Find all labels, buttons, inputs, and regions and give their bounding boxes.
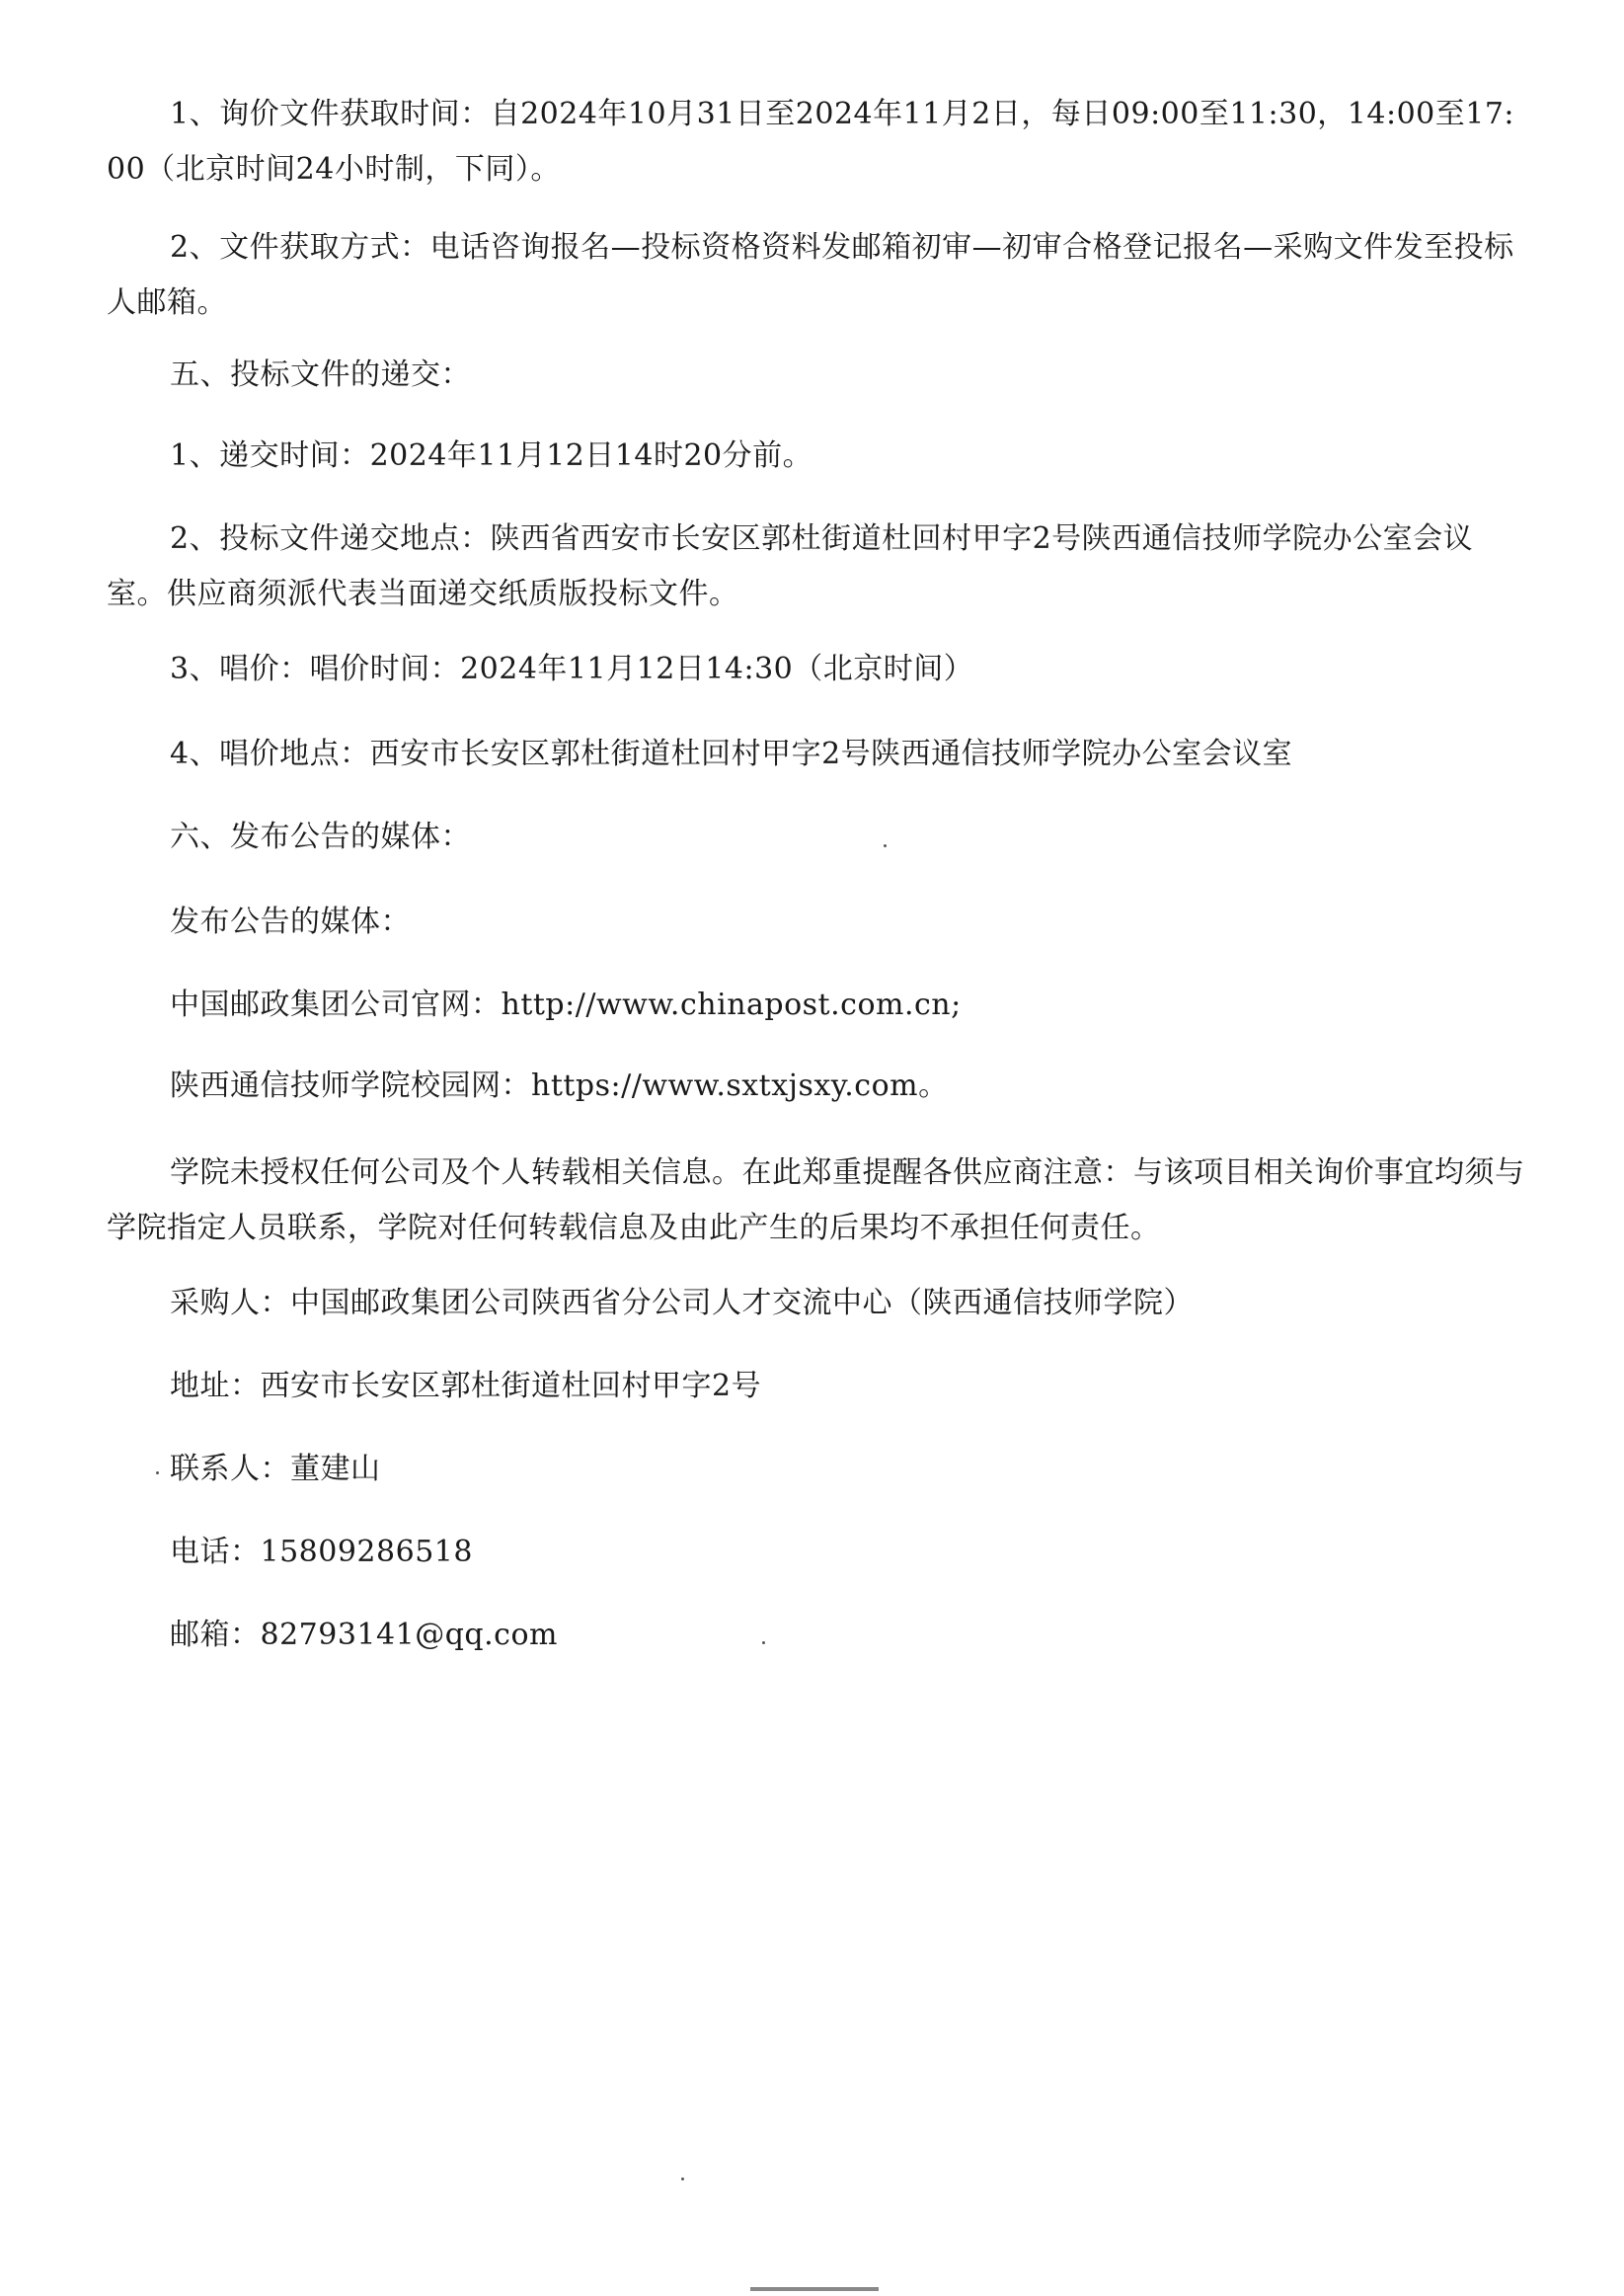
scan-speck <box>156 1471 159 1474</box>
paragraph-bid-opening-time: 3、唱价：唱价时间：2024年11月12日14:30（北京时间） <box>170 652 974 686</box>
paragraph-address: 地址：西安市长安区郭杜街道杜回村甲字2号 <box>170 1369 762 1403</box>
scan-speck <box>762 1641 765 1644</box>
section-heading-media: 六、发布公告的媒体： <box>170 820 471 854</box>
scan-speck <box>884 844 887 847</box>
paragraph-acquisition-method: 2、文件获取方式：电话咨询报名—投标资格资料发邮箱初审—初审合格登记报名—采购文件发至投标人邮箱。 <box>107 230 1514 320</box>
paragraph-chinapost-site: 中国邮政集团公司官网：http://www.chinapost.com.cn; <box>170 988 962 1022</box>
section-heading-submission: 五、投标文件的递交： <box>170 357 471 392</box>
paragraph-notice: 学院未授权任何公司及个人转载相关信息。在此郑重提醒各供应商注意：与该项目相关询价事宜均须与学院指定人员联系，学院对任何转载信息及由此产生的后果均不承担任何责任。 <box>107 1155 1525 1245</box>
paragraph-purchaser: 采购人：中国邮政集团公司陕西省分公司人才交流中心（陕西通信技师学院） <box>170 1286 1194 1320</box>
paragraph-inquiry-time: 1、询价文件获取时间：自2024年10月31日至2024年11月2日，每日09:00至11:30，14:00至17:00（北京时间24小时制，下同）。 <box>107 97 1515 187</box>
paragraph-bid-opening-location: 4、唱价地点：西安市长安区郭杜街道杜回村甲字2号陕西通信技师学院办公室会议室 <box>170 737 1293 771</box>
paragraph-media-label: 发布公告的媒体： <box>170 905 411 939</box>
paragraph-college-site: 陕西通信技师学院校园网：https://www.sxtxjsxy.com。 <box>170 1069 949 1103</box>
scan-edge-mark <box>750 2287 879 2291</box>
paragraph-email: 邮箱：82793141@qq.com <box>170 1618 558 1652</box>
paragraph-submission-location: 2、投标文件递交地点：陕西省西安市长安区郭杜街道杜回村甲字2号陕西通信技师学院办公室会议室。供应商须派代表当面递交纸质版投标文件。 <box>107 521 1474 611</box>
paragraph-submission-time: 1、递交时间：2024年11月12日14时20分前。 <box>170 438 813 473</box>
paragraph-phone: 电话：15809286518 <box>170 1535 473 1569</box>
paragraph-contact-person: 联系人：董建山 <box>170 1452 381 1486</box>
scan-speck <box>681 2177 684 2180</box>
